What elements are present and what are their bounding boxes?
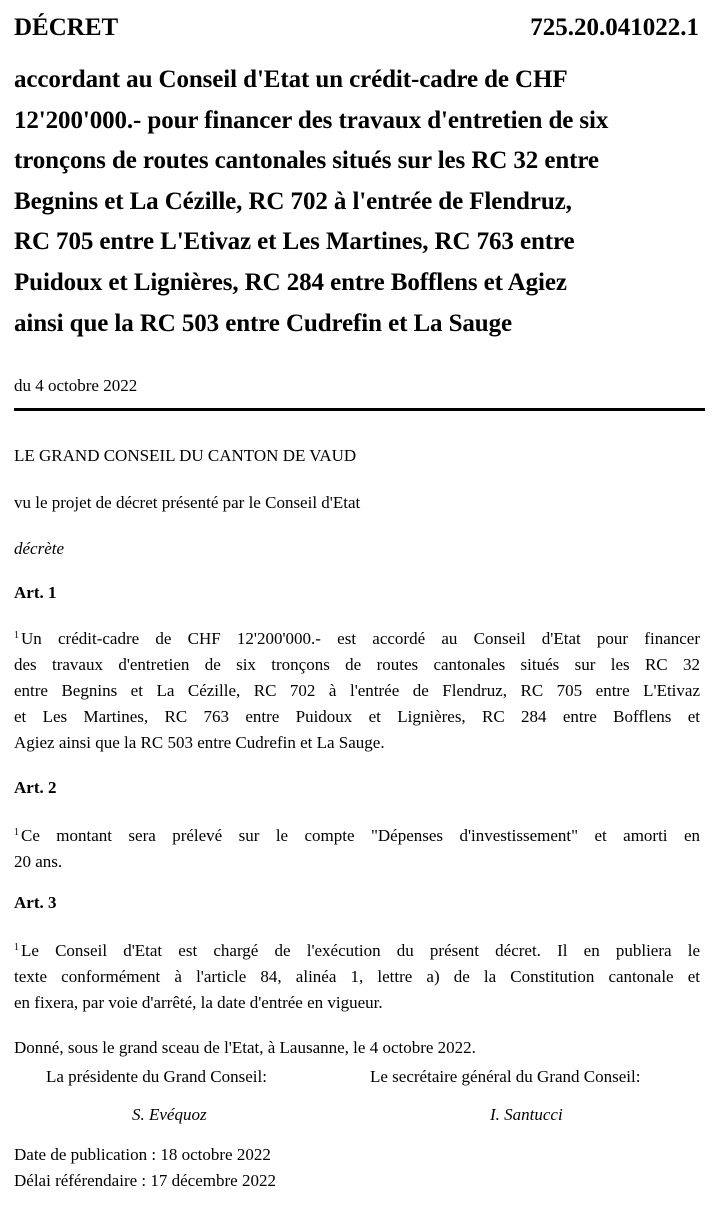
decree-title: [14, 60, 704, 344]
president-signature: S. Evéquoz: [132, 1105, 207, 1124]
article-2-heading: Art. 2: [14, 778, 57, 797]
title-line: Begnins et La Cézille, RC 702 à l'entrée de Flendruz,: [14, 187, 572, 215]
secretary-signature: I. Santucci: [490, 1105, 563, 1124]
article-2-text: [14, 820, 700, 875]
document-header: [14, 14, 699, 48]
article-text-line: $^1$ Ce montant sera prélevé sur le compte "Dépenses d'investissement" et amorti en: [14, 826, 700, 845]
article-text-line: 20 ans.: [14, 852, 63, 871]
given-clause: Donné, sous le grand sceau de l'Etat, à Lausanne, le 4 octobre 2022.: [14, 1038, 476, 1057]
article-3-heading: Art. 3: [14, 893, 57, 912]
title-line: RC 705 entre L'Etivaz et Les Martines, RC 763 entre: [14, 228, 575, 256]
article-text-line: entre Begnins et La Cézille, RC 702 à l'entrée de Flendruz, RC 705 entre L'Etivaz: [14, 681, 700, 700]
article-3-text: [14, 935, 700, 1016]
document-type: DÉCRET: [14, 14, 119, 41]
decrees-word: décrète: [14, 539, 65, 558]
article-text-line: des travaux d'entretien de six tronçons de routes cantonales situés sur les RC 32: [14, 655, 700, 674]
title-line: ainsi que la RC 503 entre Cudrefin et La Sauge: [14, 309, 512, 337]
referendum-deadline: Délai référendaire : 17 décembre 2022: [14, 1171, 276, 1190]
considering-clause: vu le projet de décret présenté par le Conseil d'Etat: [14, 493, 361, 512]
paragraph-number: 1: [14, 942, 19, 953]
article-text-line: texte conformément à l'article 84, alinéa 1, lettre a) de la Constitution cantonale et: [14, 967, 700, 986]
article-text-line: $^1$ Un crédit-cadre de CHF 12'200'000.- est accordé au Conseil d'Etat pour financer: [14, 629, 700, 648]
header-divider: [14, 408, 705, 411]
article-1-text: [14, 623, 700, 756]
president-role: La présidente du Grand Conseil:: [46, 1067, 267, 1086]
article-text-line: $^1$ Le Conseil d'Etat est chargé de l'exécution du présent décret. Il en publiera le: [14, 941, 700, 960]
article-text-line: Agiez ainsi que la RC 503 entre Cudrefin et La Sauge.: [14, 733, 385, 752]
article-text-line: et Les Martines, RC 763 entre Puidoux et Lignières, RC 284 entre Bofflens et: [14, 707, 700, 726]
secretary-role: Le secrétaire général du Grand Conseil:: [370, 1067, 641, 1086]
paragraph-number: 1: [14, 630, 19, 641]
document-number: 725.20.041022.1: [530, 14, 699, 41]
title-line: accordant au Conseil d'Etat un crédit-cadre de CHF: [14, 66, 568, 93]
publication-date: Date de publication : 18 octobre 2022: [14, 1145, 271, 1164]
authority: LE GRAND CONSEIL DU CANTON DE VAUD: [14, 446, 357, 465]
article-text-line: en fixera, par voie d'arrêté, la date d'entrée en vigueur.: [14, 993, 383, 1012]
paragraph-number: 1: [14, 827, 19, 838]
title-line: tronçons de routes cantonales situés sur les RC 32 entre: [14, 147, 599, 175]
title-line: Puidoux et Lignières, RC 284 entre Bofflens et Agiez: [14, 268, 567, 296]
article-1-heading: Art. 1: [14, 583, 57, 602]
decree-date: du 4 octobre 2022: [14, 376, 138, 395]
title-line: 12'200'000.- pour financer des travaux d'entretien de six: [14, 106, 609, 134]
